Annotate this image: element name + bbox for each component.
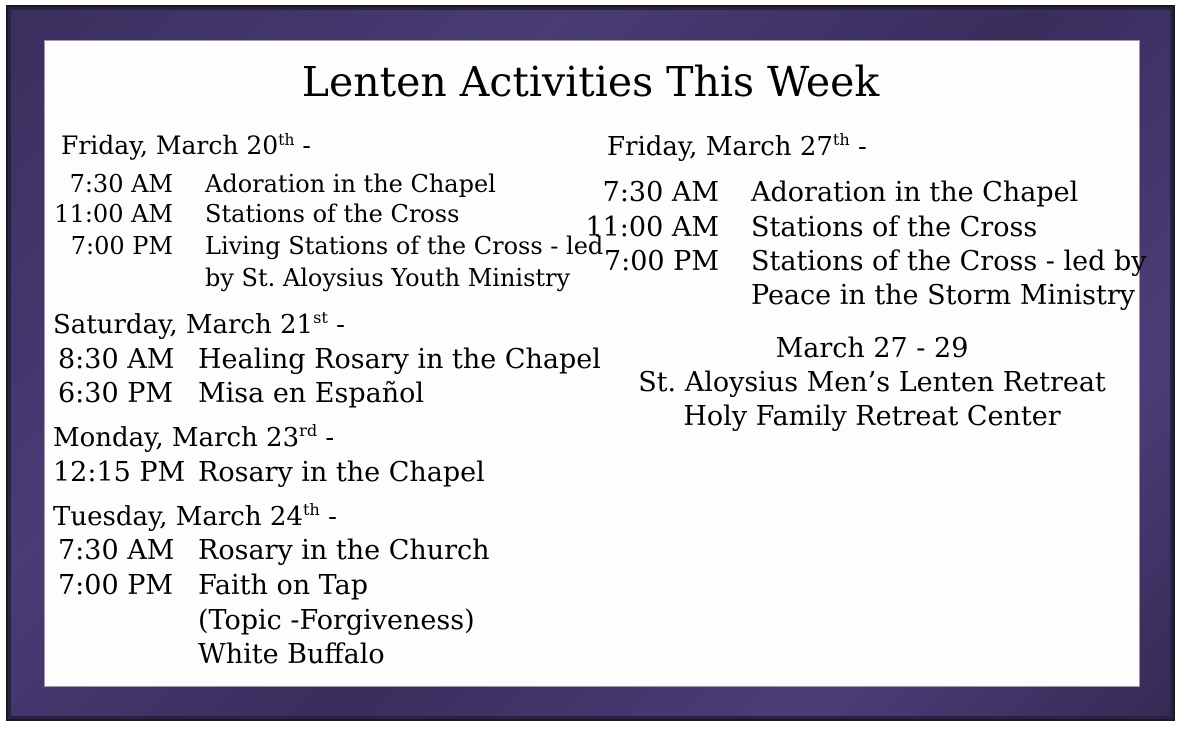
event-text: Misa en Español: [198, 378, 424, 409]
event-text: Stations of the Cross: [205, 200, 460, 228]
retreat-place: Holy Family Retreat Center: [683, 401, 1061, 432]
heading-ordinal: th: [832, 130, 850, 150]
event-time: 7:30 AM: [69, 170, 173, 198]
event-time: 6:30 PM: [58, 378, 174, 409]
event-text-continued: White Buffalo: [198, 639, 385, 670]
event-text-continued: (Topic -Forgiveness): [198, 605, 475, 636]
heading-ordinal: st: [313, 308, 328, 328]
heading-dash: -: [858, 132, 867, 162]
event-time: 8:30 AM: [58, 344, 175, 375]
event-text: Stations of the Cross: [751, 212, 1038, 243]
event-time: 7:00 PM: [58, 570, 174, 601]
heading-text: Monday, March 23: [53, 423, 300, 453]
day-heading-mon-23: [53, 423, 334, 453]
event-text: Rosary in the Church: [198, 535, 490, 566]
heading-text: Tuesday, March 24: [53, 502, 303, 532]
heading-ordinal: rd: [299, 421, 318, 441]
heading-ordinal: th: [278, 130, 295, 149]
day-heading-sat-21: [53, 310, 345, 340]
event-text-continued: Peace in the Storm Ministry: [751, 280, 1135, 311]
heading-dash: -: [336, 310, 345, 340]
event-text: Rosary in the Chapel: [198, 457, 485, 488]
event-text: Adoration in the Chapel: [751, 177, 1079, 208]
event-text: Living Stations of the Cross - led: [205, 232, 604, 260]
event-time: 11:00 AM: [585, 212, 719, 243]
event-time: 7:30 AM: [602, 177, 719, 208]
heading-text: Friday, March 20: [61, 131, 279, 160]
event-time: 7:00 PM: [70, 232, 173, 260]
page-title: Lenten Activities This Week: [301, 58, 880, 106]
event-time: 12:15 PM: [53, 457, 186, 488]
event-text: Healing Rosary in the Chapel: [198, 344, 601, 375]
heading-dash: -: [302, 131, 311, 160]
event-text-continued: by St. Aloysius Youth Ministry: [205, 264, 571, 292]
event-text: Adoration in the Chapel: [205, 170, 496, 198]
retreat-dates: March 27 - 29: [775, 333, 969, 364]
heading-dash: -: [328, 502, 337, 532]
day-heading-fri-27: [607, 132, 867, 162]
heading-dash: -: [325, 423, 335, 453]
heading-text: Friday, March 27: [607, 132, 833, 162]
event-text: Stations of the Cross - led by: [751, 246, 1147, 277]
retreat-name: St. Aloysius Men’s Lenten Retreat: [638, 367, 1106, 398]
day-heading-fri-20: [61, 131, 311, 160]
heading-ordinal: th: [302, 500, 320, 520]
event-time: 7:30 AM: [58, 535, 175, 566]
event-time: 11:00 AM: [54, 200, 173, 228]
heading-text: Saturday, March 21: [53, 310, 314, 340]
event-text: Faith on Tap: [198, 570, 368, 601]
day-heading-tue-24: [53, 502, 337, 532]
event-time: 7:00 PM: [603, 246, 719, 277]
